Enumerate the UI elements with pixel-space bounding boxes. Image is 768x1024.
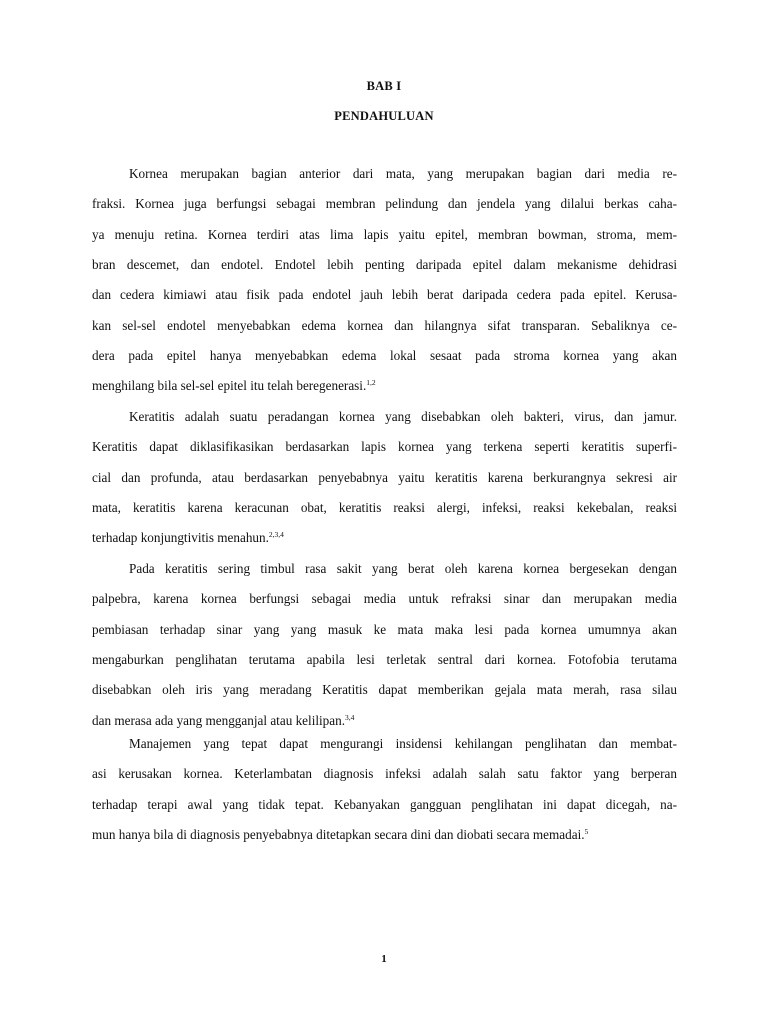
paragraph-line: [92, 226, 677, 244]
paragraph-line: [92, 469, 677, 487]
line-text: bran descemet, dan endotel. Endotel lebih penting daripada epitel dalam mekanisme dehidrasi: [92, 256, 677, 272]
citation-superscript: 1,2: [366, 378, 376, 388]
line-text: disebabkan oleh iris yang meradang Keratitis dapat memberikan gejala mata merah, rasa silau: [92, 682, 677, 698]
citation-superscript: 3,4: [345, 712, 355, 722]
paragraph-line: [92, 681, 677, 699]
paragraph-line: [92, 621, 677, 639]
paragraph-line: [92, 712, 677, 730]
line-text: Kornea merupakan bagian anterior dari mata, yang merupakan bagian dari media re-: [129, 166, 677, 181]
paragraph-line: [92, 590, 677, 608]
paragraph-line: [92, 317, 677, 335]
paragraph-line: [92, 651, 677, 669]
paragraph-line: [92, 796, 677, 814]
line-text: Keratitis dapat diklasifikasikan berdasarkan lapis kornea yang terkena seperti keratitis superfi-: [92, 439, 677, 455]
paragraph-line: [92, 195, 677, 213]
paragraph-line: [92, 286, 677, 304]
chapter-title: PENDAHULUAN: [334, 109, 434, 123]
line-text: dan merasa ada yang mengganjal atau kelilipan.: [92, 712, 346, 728]
line-text: menghilang bila sel-sel epitel itu telah beregenerasi.: [92, 378, 367, 394]
paragraph-line: [129, 735, 677, 753]
paragraph-line: [129, 560, 677, 578]
line-text: mata, keratitis karena keracunan obat, keratitis reaksi alergi, infeksi, reaksi kekebalan, reaksi: [92, 499, 677, 515]
line-text: Pada keratitis sering timbul rasa sakit yang berat oleh karena kornea bergesekan dengan: [129, 561, 677, 576]
page-number: 1: [381, 953, 387, 965]
line-text: kan sel-sel endotel menyebabkan edema kornea dan hilangnya sifat transparan. Sebaliknya ce-: [92, 317, 677, 333]
chapter-number: BAB I: [366, 79, 402, 93]
line-text: ya menuju retina. Kornea terdiri atas lima lapis yaitu epitel, membran bowman, stroma, mem-: [92, 226, 677, 242]
paragraph-line: [92, 765, 677, 783]
line-text: terhadap konjungtivitis menahun.: [92, 530, 269, 546]
line-text: terhadap terapi awal yang tidak tepat. Kebanyakan gangguan penglihatan ini dapat dicegah, na-: [92, 796, 677, 812]
line-text: dera pada epitel hanya menyebabkan edema lokal sesaat pada stroma kornea yang akan: [92, 347, 677, 363]
citation-superscript: 2,3,4: [268, 530, 284, 540]
line-text: dan cedera kimiawi atau fisik pada endotel jauh lebih berat daripada cedera pada epitel. Kerusa-: [92, 287, 677, 303]
paragraph-line: [92, 377, 677, 395]
paragraph-line: [92, 256, 677, 274]
line-text: fraksi. Kornea juga berfungsi sebagai membran pelindung dan jendela yang dilalui berkas caha-: [92, 196, 677, 212]
paragraph-line: [129, 165, 677, 183]
line-text: pembiasan terhadap sinar yang yang masuk ke mata maka lesi pada kornea umumnya akan: [92, 621, 677, 637]
line-text: Manajemen yang tepat dapat mengurangi insidensi kehilangan penglihatan dan membat-: [129, 736, 677, 751]
paragraph-line: [92, 347, 677, 365]
paragraph-line: [92, 438, 677, 456]
citation-superscript: 5: [584, 826, 589, 836]
paragraph-line: [92, 826, 677, 844]
line-text: palpebra, karena kornea berfungsi sebagai media untuk refraksi sinar dan merupakan media: [92, 591, 677, 607]
line-text: mengaburkan penglihatan terutama apabila lesi terletak sentral dari kornea. Fotofobia terutama: [92, 651, 677, 667]
line-text: asi kerusakan kornea. Keterlambatan diagnosis infeksi adalah salah satu faktor yang berperan: [92, 766, 677, 782]
line-text: mun hanya bila di diagnosis penyebabnya ditetapkan secara dini dan diobati secara memadai.: [92, 826, 585, 842]
paragraph-line: [129, 408, 677, 426]
line-text: Keratitis adalah suatu peradangan kornea yang disebabkan oleh bakteri, virus, dan jamur.: [129, 409, 677, 424]
paragraph-line: [92, 529, 677, 547]
line-text: cial dan profunda, atau berdasarkan penyebabnya yaitu keratitis karena berkurangnya sekresi air: [92, 469, 677, 485]
paragraph-line: [92, 499, 677, 517]
